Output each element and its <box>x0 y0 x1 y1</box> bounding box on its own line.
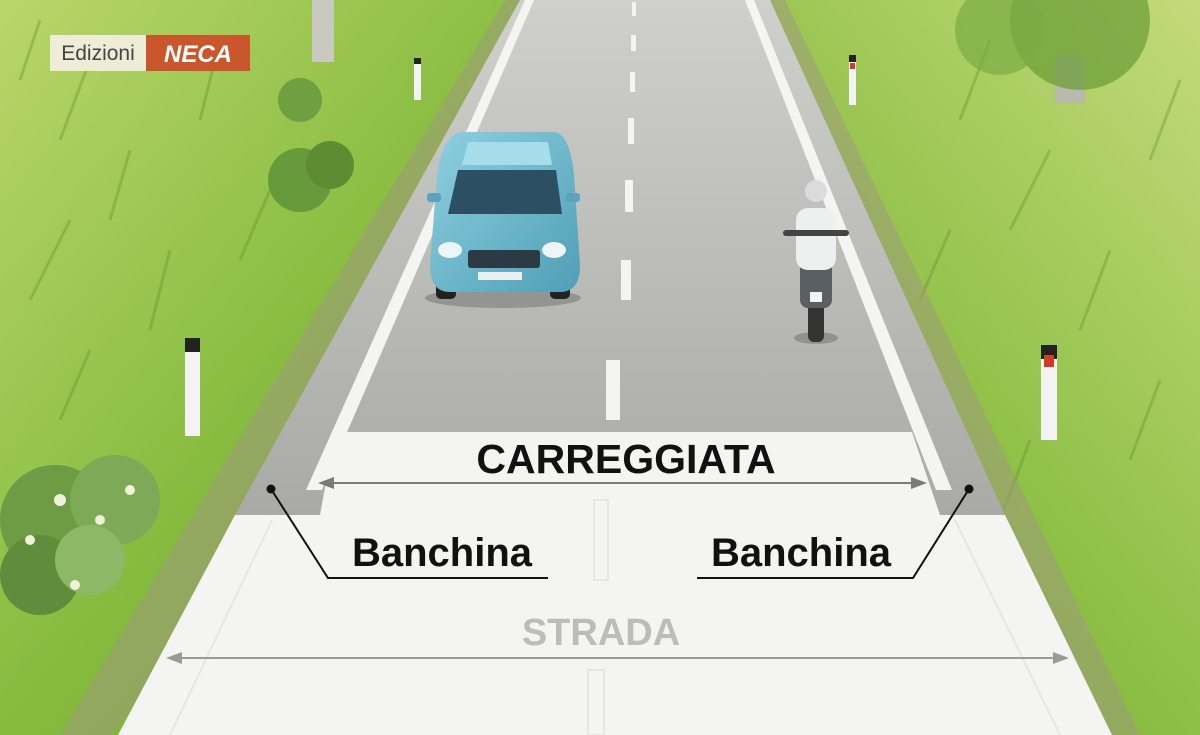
car <box>425 132 581 308</box>
logo-text-neca: NECA <box>163 41 233 68</box>
carriageway-label: CARREGGIATA <box>476 436 776 482</box>
logo-text-edizioni: Edizioni <box>61 42 135 65</box>
shoulder-label-right: Banchina <box>710 531 892 575</box>
shoulder-label-left: Banchina <box>351 531 533 575</box>
road-label: STRADA <box>521 612 681 654</box>
publisher-logo <box>50 35 250 71</box>
